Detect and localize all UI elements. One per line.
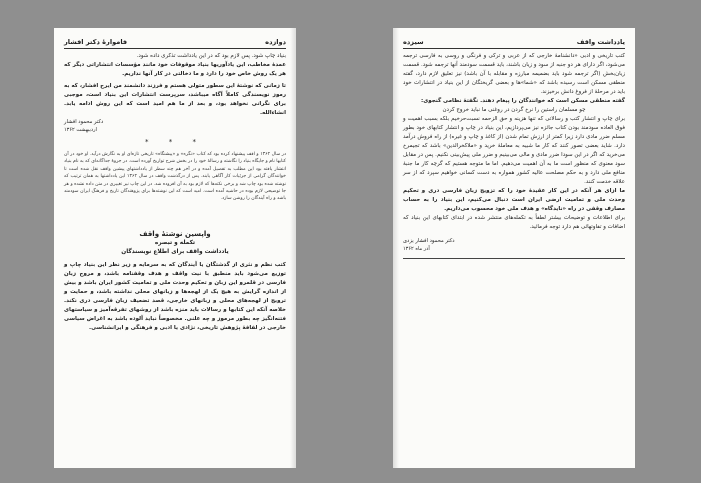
page-thirteen (393, 28, 635, 468)
signature: دکتر محمود افشار (64, 119, 104, 125)
footer-rule (403, 258, 625, 259)
continuation-paragraph: بنیاد چاپ شود. پس لازم بود که در این یادداشت تذکری داده شود. (136, 53, 286, 59)
running-title: فاموارهٔ دکتر افشار (64, 38, 128, 47)
signature-date: آذر ماه ۱۳۶۲ (403, 246, 430, 252)
section-title: واپسین نوشتهٔ واقف (139, 229, 211, 238)
paragraph-2: برای چاپ و انتشار کتب و رسالاتی که تنها هزینه و حق الزحمه نسبت‌حرخیم بلکه بسبب اهمیت و فوق العاده سودمند بودن کتاب جائزه نیز می‌پردازیم، این بنیاد در چاپ و انتشار کتابهای خود بطور مسلم ضرر مادی دارد زیرا کمتر از ارزش تمام شدن (از کاغذ و چاپ و غیره) از راه فروش درآمد دارد. شاید بعضی تصور کنند که کار ما شبیه به معاملهٔ خرید و «ملاکخرالدین» باشد که تجیمرخ می‌خرید که اگر در این سودا ضرر مادی و مالی می‌بینیم و ضرر ملی پیش‌بینی نکنیم. پس در مقابل سود معنوی که منظور است ما به آن اهمیت می‌دهیم. اما ما متوجه هستیم که گرچه کار ما جنبهٔ منافع ملی دارد و به حکم مصلحت عالیه کشور همواره به دست کسانی خواهیم سپرد که از سر علاقه خدمت کنند. (403, 116, 625, 185)
running-title: یادداشت واقف (576, 38, 625, 47)
signature: دکتر محمود افشار یزدی (403, 238, 455, 244)
spacer (64, 203, 286, 229)
page-number: سیزده (403, 38, 424, 47)
paragraph-1: کتب تاریخی و ادبی «دانشنامهٔ خارجی که از عربی و ترکی و فرنگی و روسی به فارسی ترجمه می‌شود، اگر دارای هر دو جنبه از سود و زیان باشند، باید قسمت سودمند آنها ترجمه شود. قسمت زیان‌بخش (اگر ترجمه شود باید بضمیمه مبارزه و مقابله با آن باشد) نیز تعلیق لازم دارد، گفته منطقی مسکن است رسیده باشد که «شما»ها و بعضی گریختگان از این بنیاد در انتشارات خود باید در مرحلهٔ از فروغ دانش برخیزند. (403, 53, 625, 95)
running-header (403, 28, 625, 49)
paragraph-1-bold: گفته منطقی مسکن است که خوانندگان را پیغام دهند. نگفتهٔ نظامی گنجوی: (421, 98, 625, 104)
page-twelve (54, 28, 296, 468)
page-number: دوازده (265, 38, 286, 47)
page-gutter-shadow (290, 28, 296, 468)
paragraph-4: برای اطلاعات و توضیحات بیشتر لطفاً به تکمله‌های منتشر شده در ابتدای کتابهای این بنیاد که اضافات و تفاوتهائی هم دارد توجه فرمائید. (403, 215, 625, 230)
signature-date: اردیبهشت ۱۳۶۲ (64, 127, 97, 133)
section-separator: * * * (145, 138, 205, 146)
notice-paragraph: تا زمانی که نوشتهٔ این سطور متولی هستم و فرزند دانشمند من ایرج افشار، که به رموز نویسندگی کاملاً آگاه میباشد، سرپرست انتشارات این بنیاد است، موجبی برای نگرانی نخواهد بود، و بعد از ما هم امید است که این روش ادامه یابد. انشاءالله. (64, 83, 286, 116)
body-paragraph: کتب نظم و نثری از گذشتگان یا آیندگان که به سرمایه و زیر نظر این بنیاد چاپ و توزیع می‌شود باید منطبق با نیت واقف و هدف وقفنامه باشد، و مروج زبان فارسی در قلمرو این زبان و تحکیم وحدت ملی و تمامیت کشور ایران باشد و بیش از اندازه گرایش به هیچ یک از لهجه‌ها و زبانهای محلی نداشته باشد، و حمایت و ترویج از لهجه‌های محلی و زبانهای خارجی، قصد تضعیف زبان فارسی دری نکند. خلاصه آنکه این کتابها و رسالات باید منزه باشد از روشهای تفرقه‌آمیز و سیاستهای فتنه‌انگیز چه بطور مرموز و چه علنی. مخصوصاً نباید آلوده باشد به اغراض سیاسی خارجی در لفافهٔ پژوهش تاریخی، نژادی یا ادبی و فرهنگی و ایرانشناسی. (64, 261, 286, 331)
verse: چو مسلمان راستین را نرخ گردن در روغنی ما نباید خروج کردن (442, 107, 586, 113)
editor-note: در سال ۱۳۶۲ و اقف پیشنهاد کرده بود که کتاب «نگره» و «پیشنگاه» تاریخی تازه‌ای او به نگارش درآید. او خود در آن کتابها نام و جایگاه بنیاد را نگاشته و رسالهٔ خود را در بخش شرح تواریخ آورده است. در جزوهٔ جداگانه‌ای که به نام بنیاد انتشار یافته بود این مطلب به تفصیل آمده و در آخر هم چند سطر از یادداشتهای پیشین واقف نقل شده است تا خوانندگان گرامی از جزئیات کار آگاهی یابند. پس از درگذشت واقف در سال ۱۳۶۲ این یادداشتها به همان ترتیب که نوشته شده بود چاپ شد و برخی نکته‌ها که لازم بود به آن افزوده شد. در این چاپ نیز تغییری در متن داده نشده و هر جا توضیحی لازم بوده در حاشیه آمده است. امید است که این نوشته‌ها برای پژوهندگان تاریخ و فرهنگ ایران سودمند باشد و راه آیندگان را روشن سازد. (64, 152, 287, 202)
running-header (64, 28, 286, 49)
section-subtitle: تکمله و تبصره (154, 239, 196, 246)
paragraph-3: ما ازای هر آنکه در این کار عقیدهٔ خود را که تزویج زبان فارسی دری و تحکیم وحدت ملی و تمامیت ارضی ایران است دنبال می‌کنیم، این بنیاد را به حساب مصارف وقفی در راه «نایدگاه» و هدف ملی خود محسوب می‌داریم. (403, 188, 625, 212)
continuation-bold-paragraph: عمدهٔ مخاطب، این یادآوریها بنیاد موقوفات خود مانند مؤسسات انتشاراتی دیگر که هر یک روش خاص خود را دارد و ما دخالتی در کار آنها نداریم. (64, 62, 286, 77)
section-subheading: یادداشت واقف برای اطلاع نویسندگان (121, 248, 229, 255)
page-gutter-shadow (393, 28, 399, 468)
